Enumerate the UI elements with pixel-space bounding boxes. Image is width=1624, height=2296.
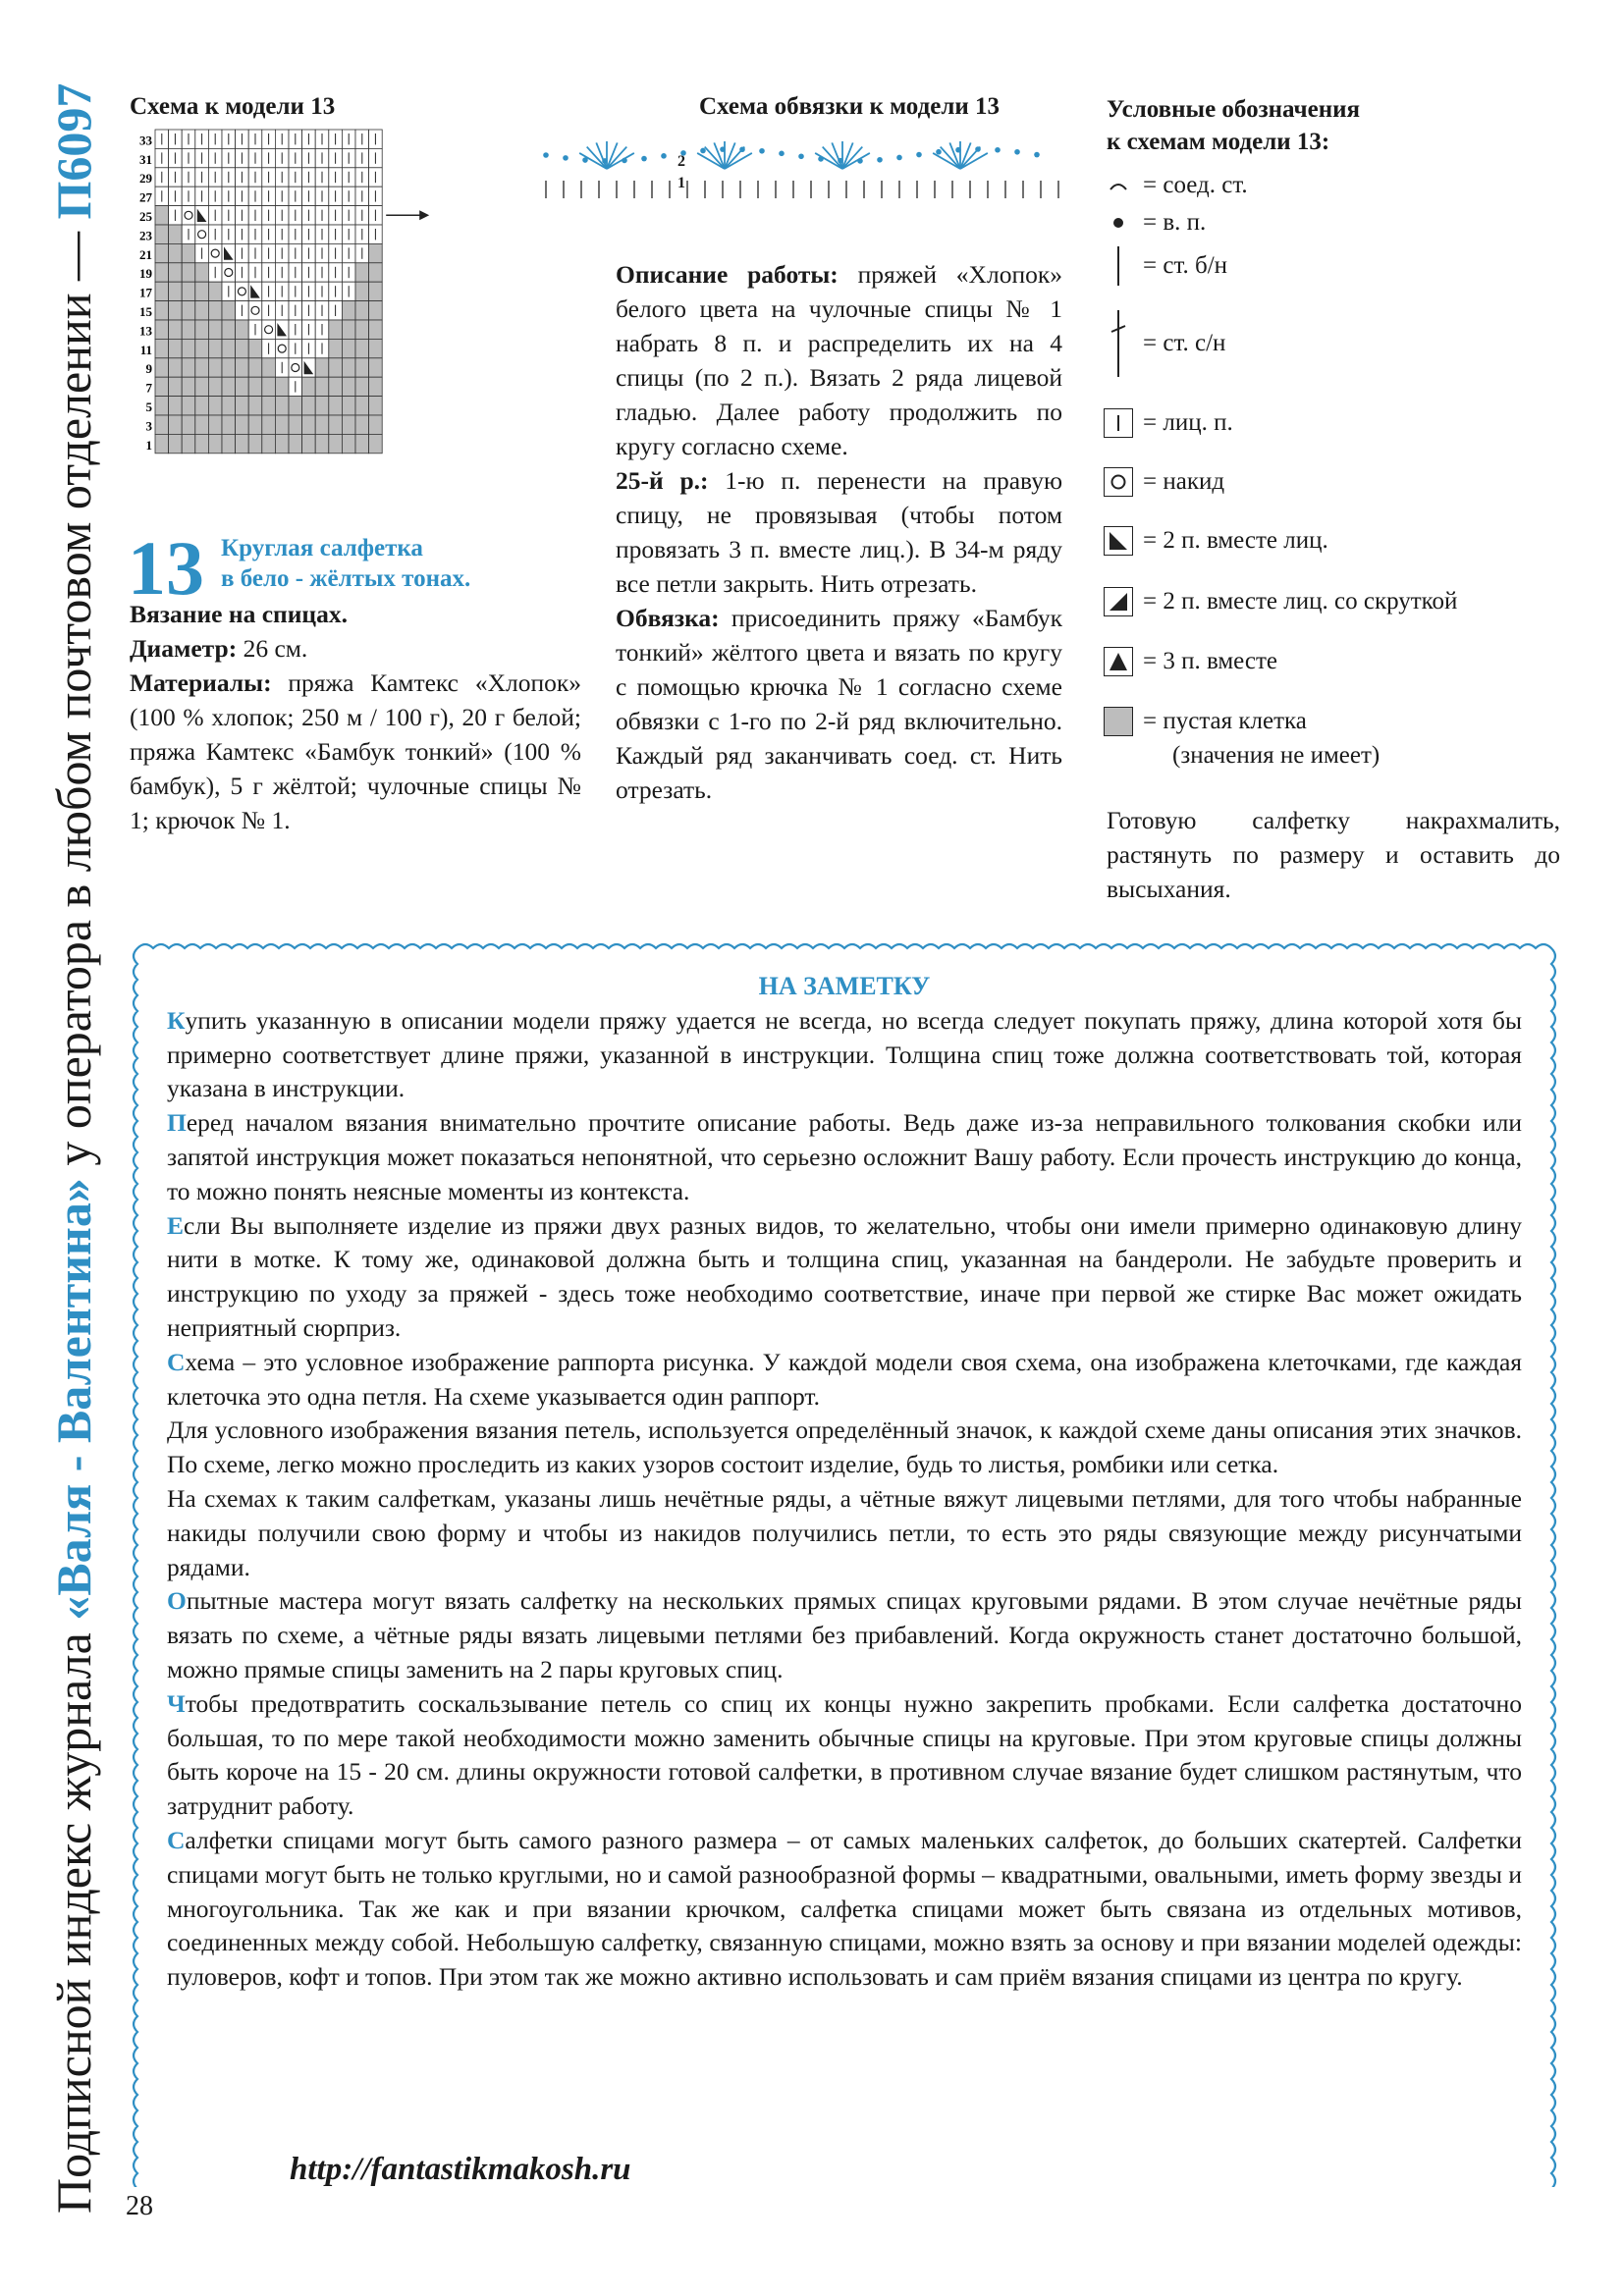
chart-cell (208, 243, 222, 262)
chart-cell (355, 282, 369, 300)
chart-cell (236, 397, 249, 415)
chart-cell (302, 397, 316, 415)
chart-cell (208, 358, 222, 377)
chart-cell (182, 263, 195, 282)
note-content (167, 970, 1522, 1995)
chart-cell (342, 397, 355, 415)
chart-row-label: 11 (139, 342, 152, 357)
chart-cell (289, 415, 302, 434)
chart-cell (169, 301, 183, 320)
chart-cell (355, 358, 369, 377)
chart-cell (155, 282, 169, 300)
sidebar-subscription (39, 82, 108, 2214)
edge-chain-dot (798, 153, 804, 159)
chart-cell (195, 282, 209, 300)
note-paragraph: Чтобы предотвратить соскальзывание петель со спиц их концы нужно закрепить пробками. Если салфетка достаточно большая, то по мере такой необходимости можно заменить обычные спицы на круговые. При этом круговые спицы должны быть короче на 15 - 20 см. длины окружности готовой салфетки, в противном случае вязание будет слишком растянутым, что затруднит работу. (167, 1688, 1522, 1821)
knitting-chart-svg (128, 128, 520, 501)
edge-chain-dot (877, 157, 883, 163)
chart-cell (169, 415, 183, 434)
chart-cell (195, 320, 209, 339)
chart-cell (355, 320, 369, 339)
chart-cell (329, 339, 343, 357)
chart-cell (248, 301, 262, 320)
chart-cell (289, 397, 302, 415)
chart-cell (155, 225, 169, 243)
chart-cell (155, 301, 169, 320)
edging-chart-svg (538, 126, 1068, 204)
chart-cell (369, 415, 383, 434)
note-paragraph: На схемах к таким салфеткам, указаны лишь нечётные ряды, а чётные вяжут лицевыми петлями, для того чтобы набранные накиды получили свою форму и чтобы из накидов получились петли, то есть это ряды связующие между рисунчатыми рядами. (167, 1483, 1522, 1581)
edge-chain-dot (602, 158, 608, 164)
chart-cell (155, 358, 169, 377)
chart-cell (155, 206, 169, 225)
chart-cell (195, 263, 209, 282)
model-title-line1: Круглая салфетка (221, 535, 423, 561)
chart-row-label: 3 (145, 418, 152, 434)
chart-cell (369, 377, 383, 396)
chart-cell (169, 397, 183, 415)
chart-cell (329, 320, 343, 339)
edging-chart (538, 126, 1068, 209)
chart-cell (182, 243, 195, 262)
chart-arrow-head (419, 210, 429, 220)
chart-row-label: 13 (139, 323, 152, 339)
chart-cell (355, 434, 369, 453)
chart-cell (182, 206, 195, 225)
model-title-line2: в бело - жёлтых тонах. (221, 565, 471, 592)
edge-chain-dot (661, 153, 667, 159)
subscription-index: П6097 (46, 82, 101, 220)
note-paragraph: Перед началом вязания внимательно прочтите описание работы. Ведь даже из-за неправильного толкования скобки или запятой инструкция может показаться непонятной, что серьезно осложнит Вашу работу. Если прочесть инструкцию до конца, то можно понять неясные моменты из контекста. (167, 1108, 1522, 1205)
edge-chain-dot (720, 146, 726, 152)
chart-cell (275, 434, 289, 453)
chart-cell (342, 358, 355, 377)
yarn-over-icon (1104, 467, 1133, 497)
chart-cell (236, 434, 249, 453)
legend-item-empty: = пустая клетка (1102, 701, 1307, 742)
chart-cell (169, 263, 183, 282)
subscription-part1: Подписной индекс журнала (46, 1620, 101, 2214)
chart-cell (342, 415, 355, 434)
legend-empty-note: (значения не имеет) (1172, 742, 1380, 769)
edge-chain-dot (818, 156, 824, 162)
edge-fan-stitch (842, 147, 862, 169)
chart-cell (182, 339, 195, 357)
footer-url[interactable]: http://fantastikmakosh.ru (290, 2152, 631, 2187)
edge-chain-dot (896, 155, 902, 161)
legend-item-chain: = в. п. (1102, 202, 1206, 243)
chart-cell (195, 397, 209, 415)
chart-cell (355, 415, 369, 434)
chart-cell (236, 339, 249, 357)
edge-chain-dot (1014, 149, 1020, 155)
edge-chain-dot (641, 156, 647, 162)
edge-chain-dot (1034, 152, 1040, 158)
chart-cell (169, 282, 183, 300)
chart-cell (262, 358, 276, 377)
chart-cell (315, 358, 329, 377)
chart-cell (182, 377, 195, 396)
k2tog-icon (1104, 526, 1133, 556)
chart-cell (155, 320, 169, 339)
work-description (616, 257, 1062, 807)
finishing-text: Готовую салфетку накрахмалить, растянуть по размеру и оставить до высыхания. (1107, 806, 1560, 903)
chart-cell (369, 397, 383, 415)
legend-item-k2tog-twisted: = 2 п. вместе лиц. со скруткой (1102, 581, 1457, 622)
chart-cell (355, 301, 369, 320)
legend-item-double-crochet: = ст. с/н (1102, 304, 1225, 383)
note-paragraph: Для условного изображения вязания петель, используется определённый значок, к каждой схеме даны описания этих значков. По схеме, легко можно проследить из каких узоров состоит изделие, будь то листья, ромбики или сетка. (167, 1415, 1522, 1479)
chart-cell (182, 397, 195, 415)
chart-cell (195, 377, 209, 396)
legend-item-yarn-over: = накид (1102, 461, 1224, 503)
chart-cell (275, 377, 289, 396)
note-title: НА ЗАМЕТКУ (758, 972, 931, 1000)
edge-chain-dot (700, 148, 706, 154)
chart-cell (342, 339, 355, 357)
k2tog-twisted-icon (1104, 587, 1133, 616)
chart-cell (248, 358, 262, 377)
note-paragraph: Если Вы выполняете изделие из пряжи двух разных видов, то желательно, чтобы они имели примерно одинаковую длину нити в мотке. К тому же, одинаковой должна быть и толщина спиц, указанная на бандероли. Не забудьте проверить и инструкцию по уходу за пряжей - здесь тоже необходимо соответствие, иначе при первой же стирке Вас может ожидать неприятный сюрприз. (167, 1210, 1522, 1342)
chart-cell (342, 320, 355, 339)
edge-chain-dot (838, 158, 843, 164)
edge-fan-stitch (823, 147, 842, 169)
chart-cell (169, 243, 183, 262)
chart-cell (222, 415, 236, 434)
chart-cell (195, 225, 209, 243)
chart-cell (222, 377, 236, 396)
edge-row-2-label: 2 (677, 153, 685, 170)
edge-chain-dot (622, 158, 627, 164)
chart-cell (262, 377, 276, 396)
chart-cell (222, 263, 236, 282)
chart-cell (355, 263, 369, 282)
chart-cell (329, 358, 343, 377)
chart-cell (155, 243, 169, 262)
chart-row-label: 23 (139, 228, 152, 243)
chart-cell (369, 263, 383, 282)
chart-row-label: 15 (139, 304, 152, 319)
chart-cell (208, 434, 222, 453)
chart-cell (222, 434, 236, 453)
model-diameter: Диаметр: 26 см. (130, 634, 308, 663)
model-details (130, 597, 581, 837)
chart-cell (182, 415, 195, 434)
chart-cell (155, 397, 169, 415)
subscription-part3: у оператора в любом почтовом отделении — (46, 219, 101, 1179)
chart-cell (155, 263, 169, 282)
edge-chain-dot (975, 146, 981, 152)
edge-chain-dot (582, 157, 588, 163)
chart-cell (222, 320, 236, 339)
chart-cell (315, 377, 329, 396)
chart-row-label: 5 (145, 400, 152, 414)
chart-row-label: 1 (145, 437, 152, 453)
chart-cell (262, 320, 276, 339)
chart-cell (169, 358, 183, 377)
chart-cell (289, 358, 302, 377)
chart-row-label: 7 (145, 380, 152, 396)
chart-cell (182, 434, 195, 453)
chart-cell (236, 320, 249, 339)
legend-title-line2: к схемам модели 13: (1107, 129, 1330, 155)
chart-cell (302, 377, 316, 396)
edge-chain-dot (739, 146, 745, 152)
edge-chain-dot (543, 152, 549, 158)
chart-cell (169, 434, 183, 453)
dot-icon (1102, 207, 1135, 239)
chart-cell (248, 415, 262, 434)
chart-cell (222, 358, 236, 377)
chart-cell (369, 434, 383, 453)
edge-chain-dot (779, 151, 785, 157)
chart-cell (195, 434, 209, 453)
legend-title (1107, 93, 1360, 158)
edge-chain-dot (936, 149, 942, 155)
chart-cell (248, 339, 262, 357)
edge-fan-stitch (587, 147, 607, 169)
chart-cell (169, 320, 183, 339)
chart-cell (342, 434, 355, 453)
crossed-line-icon (1102, 306, 1135, 381)
chart-cell (195, 339, 209, 357)
chart-cell (208, 377, 222, 396)
chart-cell (369, 301, 383, 320)
chart-cell (195, 415, 209, 434)
description-row25: 25-й р.: 1-ю п. перенести на правую спицу, не провязывая (чтобы потом провязать 3 п. вместе лиц.). В 34-м ряду все петли закрыть. Нить отрезать. (616, 466, 1063, 598)
edge-chain-dot (916, 152, 922, 158)
chart-cell (329, 434, 343, 453)
chart-cell (369, 282, 383, 300)
arc-icon (1102, 170, 1135, 201)
chart-row-label: 25 (139, 209, 152, 224)
k3tog-icon (1104, 647, 1133, 676)
chart-row-label: 27 (139, 189, 152, 205)
chart-row-label: 19 (139, 266, 152, 282)
chart-cell (195, 358, 209, 377)
model-technique: Вязание на спицах. (130, 600, 348, 628)
chart-cell (248, 377, 262, 396)
legend-item-k3tog: = 3 п. вместе (1102, 641, 1277, 682)
chart-cell (342, 301, 355, 320)
chart-cell (155, 415, 169, 434)
chart-cell (275, 397, 289, 415)
chart-cell (236, 377, 249, 396)
chart-cell (208, 415, 222, 434)
chart-row-label: 9 (145, 361, 152, 377)
chart-cell (155, 434, 169, 453)
chart-cell (169, 225, 183, 243)
chart-cell (222, 301, 236, 320)
edge-chart-title: Схема обвязки к модели 13 (699, 93, 1000, 120)
legend-item-knit: = лиц. п. (1102, 402, 1233, 444)
chart-cell (355, 397, 369, 415)
model-title (221, 533, 470, 594)
line-icon (1102, 242, 1135, 290)
chart-cell (248, 434, 262, 453)
chart-cell (302, 434, 316, 453)
chart-cell (236, 415, 249, 434)
chart-cell (329, 377, 343, 396)
edge-chain-dot (759, 148, 765, 154)
chart-cell (222, 397, 236, 415)
page-number: 28 (126, 2191, 153, 2221)
legend-item-k2tog: = 2 п. вместе лиц. (1102, 520, 1328, 561)
edge-chain-dot (857, 158, 863, 164)
chart-cell (302, 415, 316, 434)
chart-cell (315, 397, 329, 415)
legend-title-line1: Условные обозначения (1107, 96, 1361, 123)
chart-cell (182, 320, 195, 339)
chart-cell (329, 415, 343, 434)
empty-cell-icon (1104, 707, 1133, 736)
note-paragraph: Схема – это условное изображение раппорта рисунка. У каждой модели своя схема, она изображена клеточками, где каждая клеточка это одна петля. На схеме указывается один раппорт. (167, 1347, 1522, 1411)
chart-cell (315, 434, 329, 453)
description-intro: Описание работы: пряжей «Хлопок» белого цвета на чулочные спицы № 1 набрать 8 п. и распределить их на 4 спицы (по 2 п.). Вязать 2 ряда лицевой гладью. Далее работу продолжить по кругу согласно схеме. (616, 260, 1062, 460)
subscription-text (39, 82, 108, 2214)
chart-row-label: 29 (139, 171, 152, 187)
chart-cell (236, 358, 249, 377)
chart-cell (155, 377, 169, 396)
chart-cell (369, 320, 383, 339)
chart-cell (182, 358, 195, 377)
edge-row-1-label: 1 (677, 175, 685, 191)
edge-chain-dot (995, 147, 1001, 153)
chart-row-label: 21 (139, 246, 152, 262)
legend-item-single-crochet: = ст. б/н (1102, 241, 1227, 291)
chart-row-label: 33 (139, 133, 152, 148)
chart-cell (369, 339, 383, 357)
chart-cell (208, 301, 222, 320)
chart-row-label: 17 (139, 285, 152, 300)
chart-cell (182, 301, 195, 320)
chart-cell (208, 282, 222, 300)
note-paragraph: Купить указанную в описании модели пряжу удается не всегда, но всегда следует покупать пряжу, длина которой хотя бы примерно соответствует длине пряжи, указанной в инструкции. Толщина спиц тоже должна соответствовать той, которая указана в инструкции. (167, 1005, 1522, 1103)
chart-cell (208, 339, 222, 357)
note-box (130, 940, 1558, 2187)
model-number: 13 (128, 525, 204, 611)
chart-cell (355, 377, 369, 396)
chart-cell (262, 397, 276, 415)
chart-cell (369, 358, 383, 377)
chart-cell (262, 415, 276, 434)
chart-cell (169, 377, 183, 396)
chart-cell (182, 282, 195, 300)
magazine-name: «Валя - Валентина» (46, 1178, 101, 1621)
description-edging: Обвязка: присоединить пряжу «Бамбук тонкий» жёлтого цвета и вязать по кругу с помощью крючка № 1 согласно схеме обвязки с 1-го по 2-й ряд включительно. Каждый ряд заканчивать соед. ст. Нить отрезать. (616, 604, 1062, 804)
chart-cell (236, 282, 249, 300)
chart-title: Схема к модели 13 (130, 93, 336, 120)
chart-cell (355, 339, 369, 357)
chart-cell (248, 397, 262, 415)
note-paragraph: Опытные мастера могут вязать салфетку на нескольких прямых спицах круговыми рядами. В этом случае нечётные ряды вязать по схеме, а чётные ряды вязать лицевыми петлями без прибавлений. Когда окружность станет достаточно большой, можно прямые спицы заменить на 2 пары круговых спиц. (167, 1586, 1522, 1683)
edge-chain-dot (955, 147, 961, 153)
chart-cell (275, 339, 289, 357)
knitting-chart (128, 128, 520, 506)
chart-row-label: 31 (139, 151, 152, 167)
chart-cell (208, 320, 222, 339)
chart-cell (155, 339, 169, 357)
model-materials: Материалы: пряжа Камтекс «Хлопок» (100 % хлопок; 250 м / 100 г), 20 г белой; пряжа Камтекс «Бамбук тонкий» (100 % бамбук), 5 г жёлтой; чулочные спицы № 1; крючок № 1. (130, 668, 581, 834)
chart-cell (222, 339, 236, 357)
chart-cell (195, 301, 209, 320)
knit-stitch-icon (1104, 408, 1133, 438)
note-paragraph: Салфетки спицами могут быть самого разного размера – от самых маленьких салфеток, до больших скатертей. Салфетки спицами могут быть не только круглыми, но и самой разнообразной формы – квадратными, овальными, иметь форму звезды и многоугольника. Так же как и при вязании крючком, салфетка спицами может быть связана из отдельных мотивов, соединенных между собой. Небольшую салфетку, связанную спицами, можно взять за основу и при вязании моделей одежды: пуловеров, кофт и топов. При этом так же можно активно использовать и сам приём вязания спицами из центра по кругу. (167, 1825, 1522, 1992)
chart-cell (289, 434, 302, 453)
chart-cell (369, 243, 383, 262)
chart-cell (329, 397, 343, 415)
chart-cell (275, 415, 289, 434)
chart-cell (342, 377, 355, 396)
legend-item-slip-stitch: = соед. ст. (1102, 165, 1248, 206)
edge-chain-dot (563, 155, 568, 161)
chart-cell (262, 434, 276, 453)
chart-cell (169, 339, 183, 357)
chart-cell (208, 397, 222, 415)
chart-cell (315, 415, 329, 434)
